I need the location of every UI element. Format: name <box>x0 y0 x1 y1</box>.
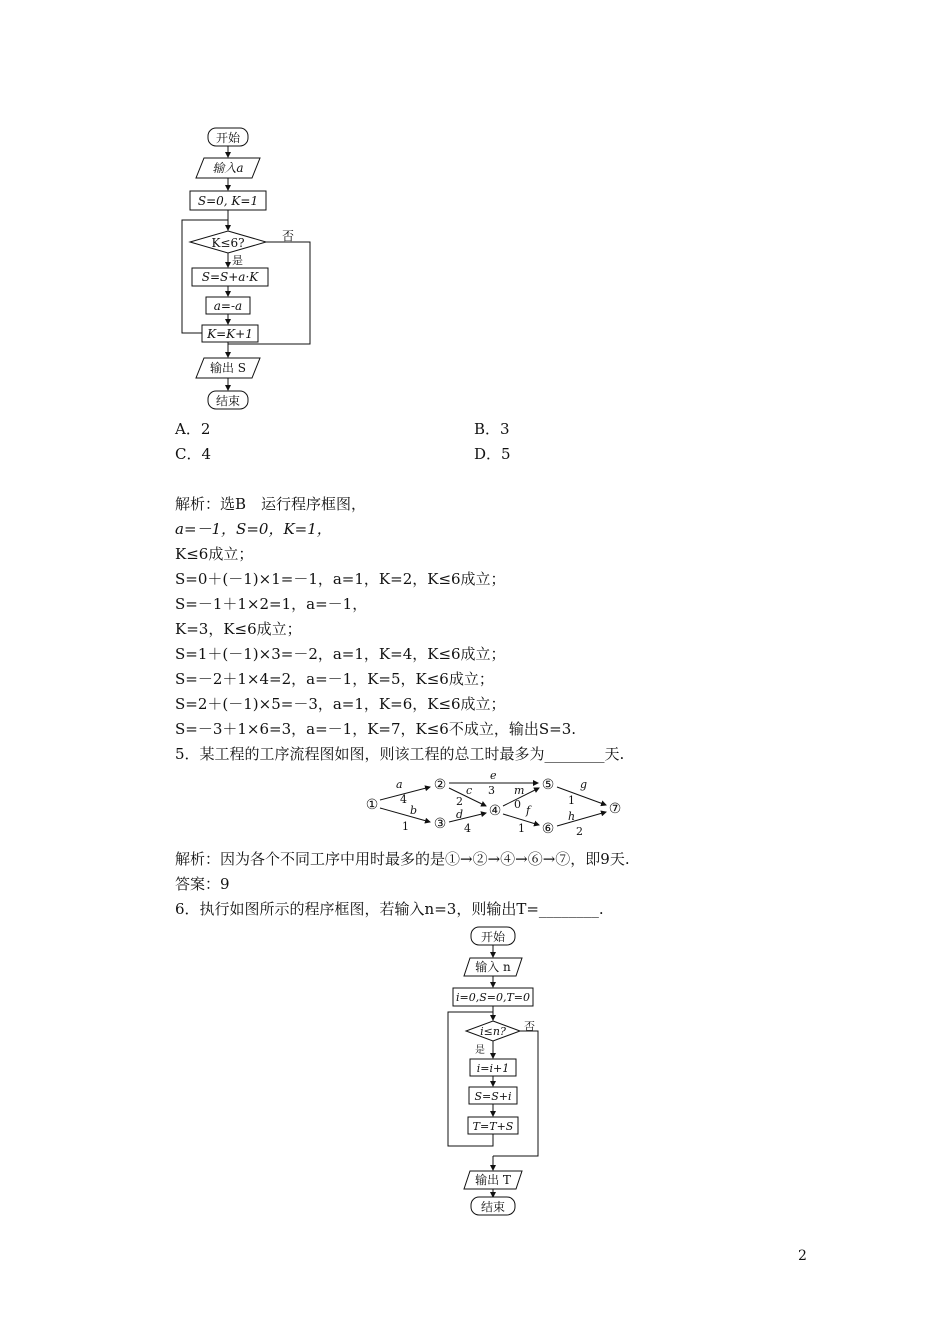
edge-d-label: d <box>456 808 464 821</box>
node-2: ② <box>433 777 447 793</box>
solution-line: S=－3＋1×6=3，a=－1，K=7，K≤6不成立，输出S=3. <box>175 720 577 738</box>
output-label: 输出 S <box>209 361 247 375</box>
step3-label: T=T+S <box>472 1120 514 1133</box>
option-c: C．4 <box>175 445 212 463</box>
edge-c-value: 2 <box>456 795 463 808</box>
start-label: 开始 <box>480 930 506 944</box>
process-network-diagram <box>360 770 630 836</box>
flowchart-2 <box>440 922 560 1218</box>
init-label: i=0,S=0,T=0 <box>455 991 531 1004</box>
solution-line: 解析：选B 运行程序框图， <box>175 495 367 513</box>
edge-f-label: f <box>526 804 531 817</box>
solution-line: S=－1＋1×2=1，a=－1， <box>175 595 368 613</box>
edge-g-value: 1 <box>568 794 575 807</box>
input-label: 输入 n <box>475 960 511 974</box>
decision-label: i≤n? <box>480 1025 506 1038</box>
edge-b-label: b <box>410 804 418 817</box>
edge-b-value: 1 <box>402 820 409 833</box>
node-1: ① <box>365 797 379 813</box>
step1-label: S=S+a·K <box>201 270 259 284</box>
edge-e-value: 3 <box>488 784 495 797</box>
no-label: 否 <box>524 1020 535 1033</box>
edge-h-value: 2 <box>576 825 583 836</box>
edge-m-value: 0 <box>514 798 521 811</box>
edge-m-label: m <box>514 784 525 797</box>
node-7: ⑦ <box>608 801 622 817</box>
yes-label: 是 <box>475 1045 485 1056</box>
option-b: B．3 <box>474 420 510 438</box>
solution-line: S=1＋(－1)×3=－2，a=1，K=4，K≤6成立； <box>175 645 506 663</box>
end-label: 结束 <box>215 394 241 408</box>
decision-label: K≤6? <box>211 236 245 250</box>
edge-f-value: 1 <box>518 822 525 835</box>
yes-label: 是 <box>232 254 243 267</box>
solution-5: 解析：因为各个不同工序中用时最多的是①→②→④→⑥→⑦，即9天. <box>175 850 630 868</box>
step1-label: i=i+1 <box>476 1062 510 1075</box>
question-5: 5．某工程的工序流程图如图，则该工程的总工时最多为________天. <box>175 745 625 763</box>
solution-line: K≤6成立； <box>175 545 254 563</box>
input-label: 输入a <box>212 161 244 175</box>
step2-label: S=S+i <box>474 1090 512 1103</box>
edge-g-label: g <box>580 778 588 791</box>
edge-c-label: c <box>466 784 473 797</box>
solution-line: K=3，K≤6成立； <box>175 620 302 638</box>
end-label: 结束 <box>480 1200 506 1214</box>
node-3: ③ <box>433 816 447 832</box>
edge-e-label: e <box>490 770 497 782</box>
node-6: ⑥ <box>541 821 555 836</box>
edge-h-label: h <box>568 810 576 823</box>
option-a: A．2 <box>175 420 211 438</box>
init-label: S=0, K=1 <box>197 194 259 208</box>
edge-a-label: a <box>396 778 403 791</box>
solution-line: S=－2＋1×4=2，a=－1，K=5，K≤6成立； <box>175 670 494 688</box>
solution-line: S=2＋(－1)×5=－3，a=1，K=6，K≤6成立； <box>175 695 506 713</box>
output-label: 输出 T <box>475 1173 511 1187</box>
node-4: ④ <box>488 803 502 819</box>
page-number: 2 <box>798 1248 807 1264</box>
edge-d-value: 4 <box>464 822 471 835</box>
solution-line: a=－1，S=0，K=1， <box>175 520 332 538</box>
node-5: ⑤ <box>541 777 555 793</box>
flowchart-1 <box>170 120 330 415</box>
start-label: 开始 <box>215 131 241 145</box>
no-label: 否 <box>282 229 295 243</box>
question-6: 6．执行如图所示的程序框图，若输入n=3，则输出T=________. <box>175 900 604 918</box>
solution-line: S=0＋(－1)×1=－1，a=1，K=2，K≤6成立； <box>175 570 506 588</box>
step2-label: a=-a <box>213 299 243 313</box>
edge-a-value: 4 <box>400 793 407 806</box>
option-d: D．5 <box>474 445 511 463</box>
answer-5: 答案：9 <box>175 875 230 893</box>
step3-label: K=K+1 <box>207 327 253 341</box>
